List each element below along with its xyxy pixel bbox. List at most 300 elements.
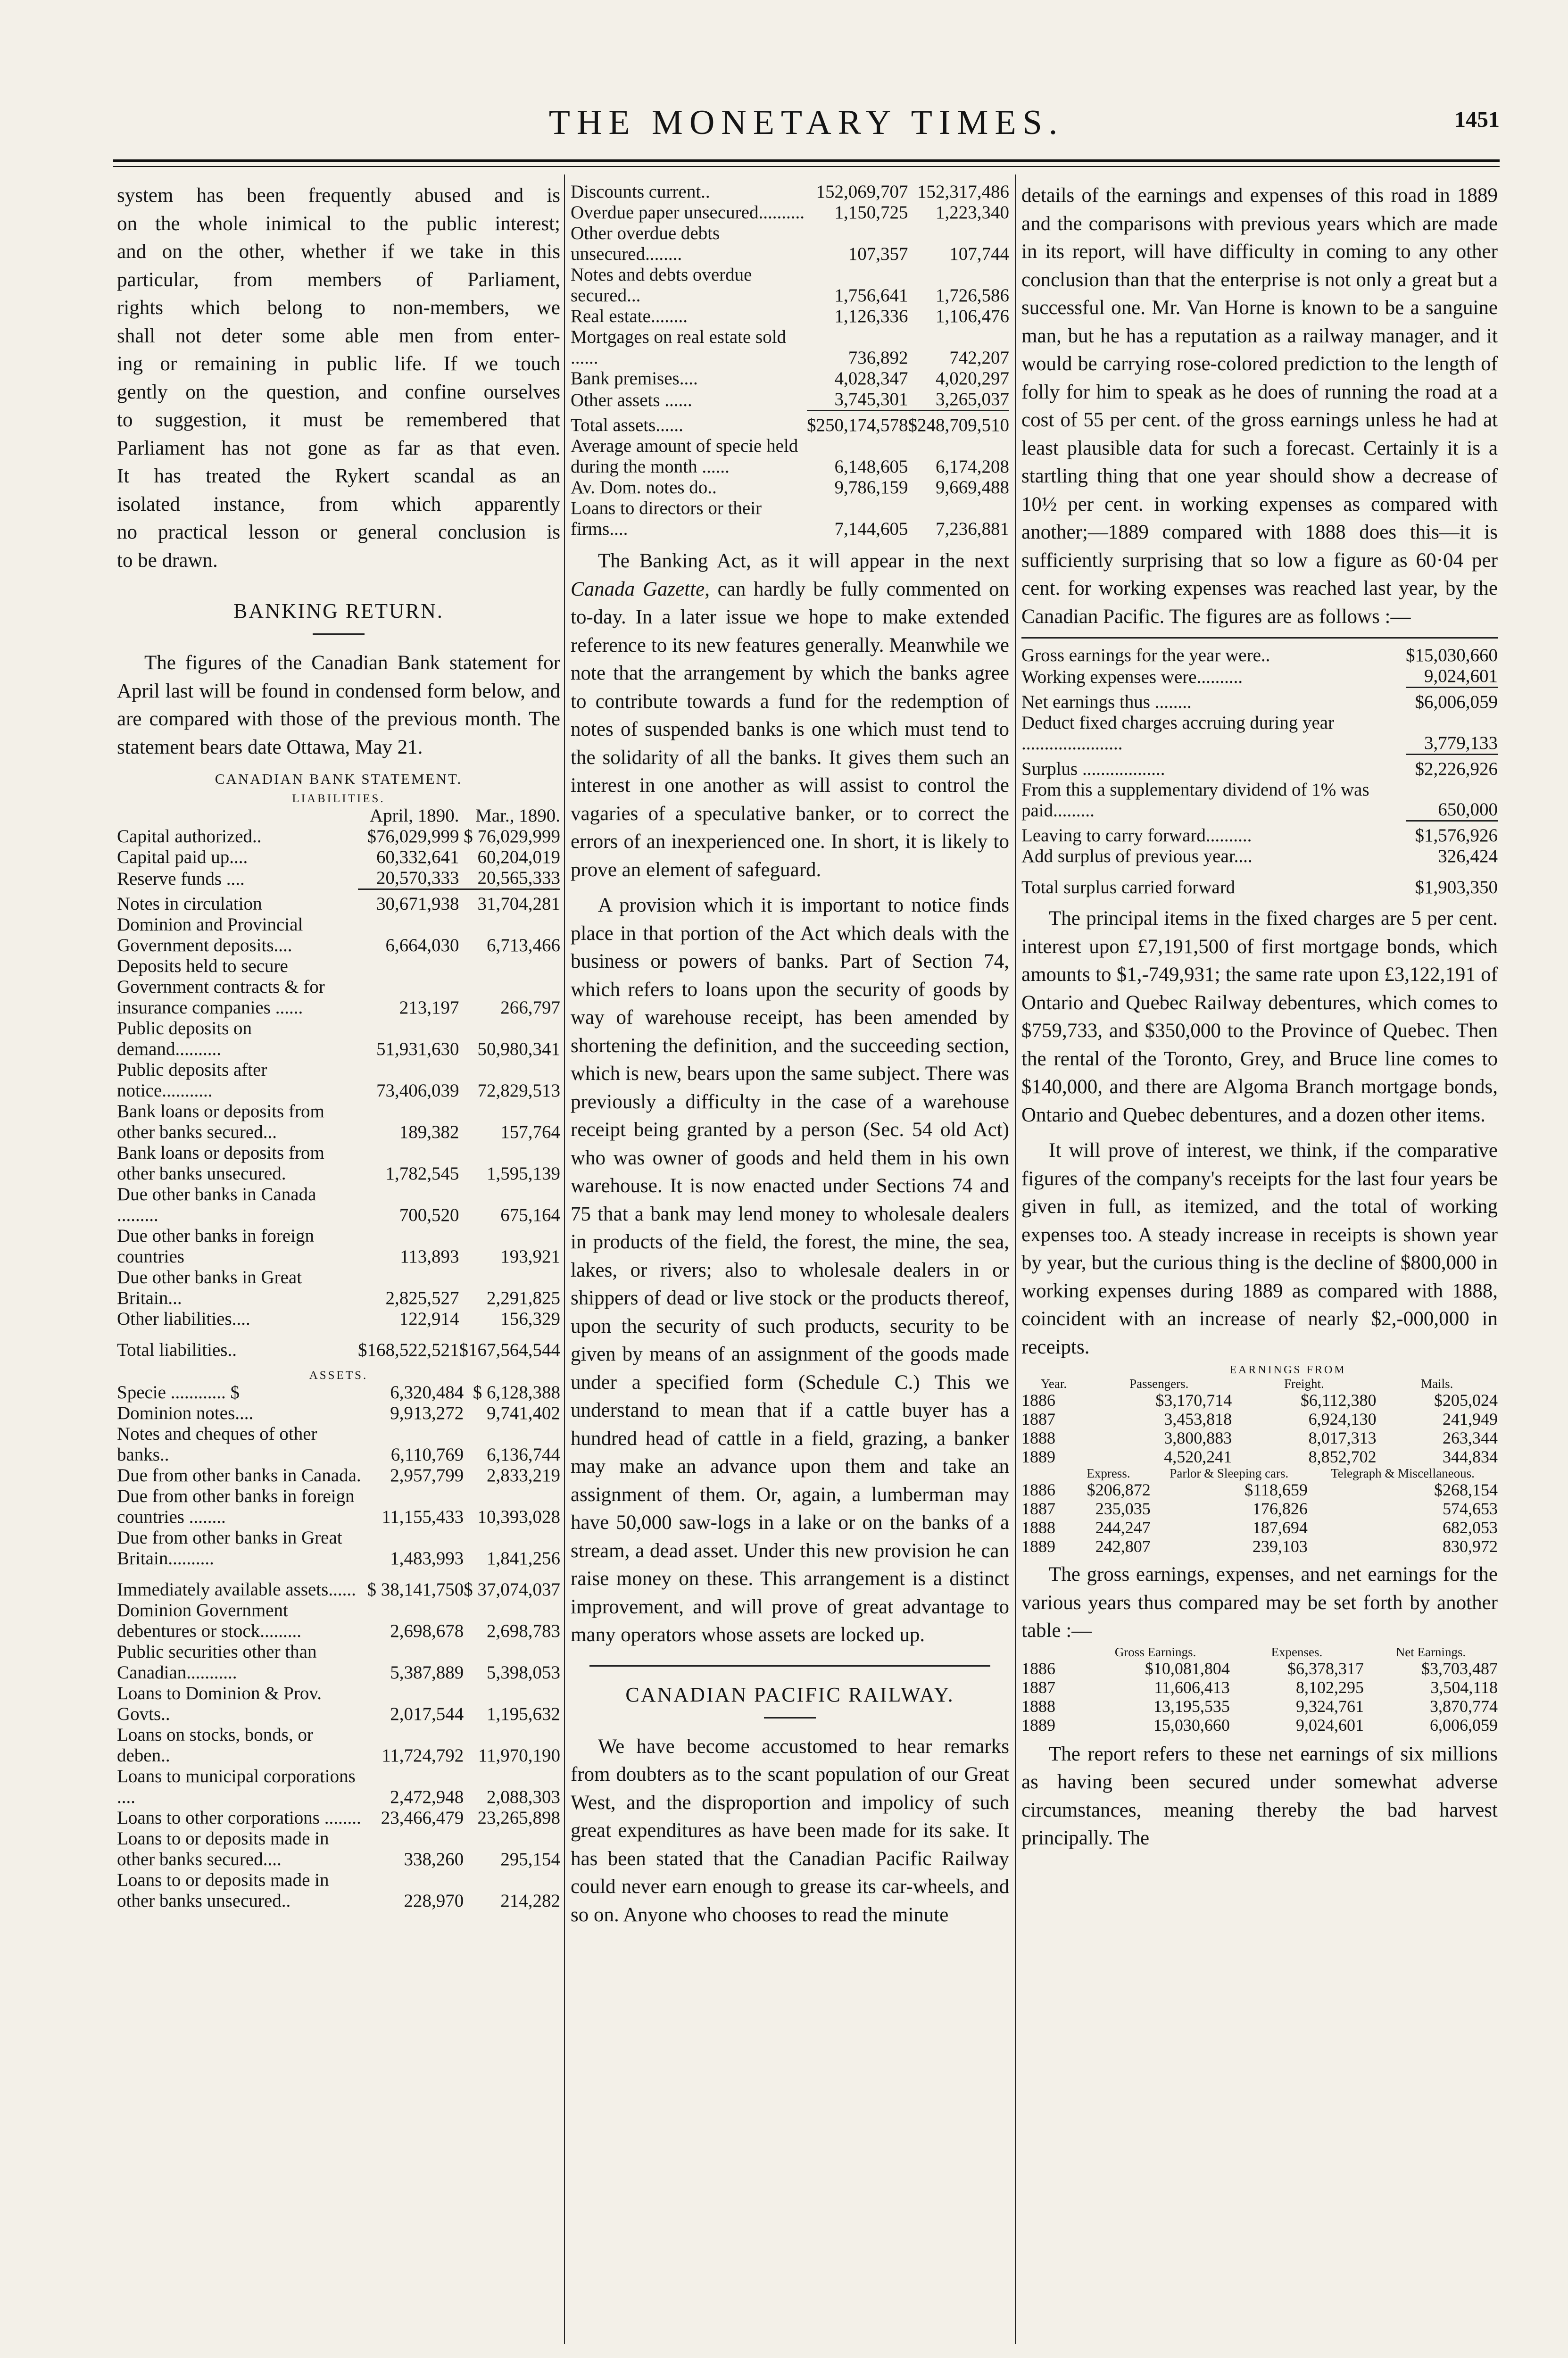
row-label: Overdue paper unsecured.......... [571,202,805,223]
row-label: Loans to municipal corporations .... [117,1766,356,1807]
april-value: 73,406,039 [376,1080,459,1101]
heading-rule [313,633,365,635]
asset-row [117,1766,560,1808]
row-label: Immediately available assets...... [117,1579,356,1600]
march-value: $ 37,074,037 [464,1579,560,1600]
march-value: 1,223,340 [936,202,1009,223]
asset-row [117,1465,560,1486]
earnings-header-row [1021,1377,1498,1391]
april-header: April, 1890. [369,805,459,826]
april-value: $76,029,999 [367,826,459,847]
cell: 830,972 [1443,1537,1498,1556]
cell: 574,653 [1443,1499,1498,1518]
statement-title: CANADIAN BANK STATEMENT. [215,771,463,787]
row-label: Dominion notes.... [117,1403,254,1423]
cell: $268,154 [1434,1480,1498,1499]
liability-row [117,914,560,956]
column-header: Express. [1087,1466,1130,1480]
april-value: 152,069,707 [816,182,908,202]
march-value: 675,164 [500,1205,560,1225]
row-label: Reserve funds .... [117,868,245,889]
section-rule [589,1665,990,1667]
summary-row [1021,713,1498,754]
earnings-caption: EARNINGS FROM [1229,1364,1346,1376]
row-label: Dominion and Provincial Government deposits.... [117,914,303,955]
march-value: 1,595,139 [487,1163,560,1184]
column-header: Mails. [1421,1377,1453,1391]
summary-label: Gross earnings for the year were.. [1021,645,1270,665]
summary-row [1021,867,1498,898]
cell: $10,081,804 [1145,1659,1230,1678]
provision-paragraph: A provision which it is important to notice finds place in that portion of the Act which deals with the business or powers of banks. Part of Section 74, which refers to loans upon the security of goods by way of warehouse receipt, has been amended by shortening the definition, and the succeeding section, which is new, bears upon the same subject. There was previously a difficulty in the case of a warehouse receipt being granted by a person (Sec. 54 old Act) who was owner of goods and held them in his own warehouse. It is now enacted under Sections 74 and 75 that a bank may lend money to wholesale dealers in products of the field, the forest, the mine, the sea, lakes, or rivers; also to wholesale dealers in or shippers of dead or live stock or the products thereof, upon the security of such products, security to be given by means of an assignment of the goods made under a specified form (Schedule C.) This we understand to mean that if a cattle buyer has a hundred head of cattle in a field, grazing, a banker may make an advance upon them and take an assignment of them. Or, again, a lumberman may have 50,000 saw-logs in a lake or on the banks of a stream, a dead asset. Under this new provision he can raise money on these. This arrangement is a distinct improvement, and will prove of great advantage to many operators whose assets are locked up. [571,894,1009,1646]
april-value: 30,671,938 [358,889,459,915]
summary-row [1021,666,1498,688]
intro-line: to suggestion, it must be remembered that [117,409,560,431]
cell: 1887 [1021,1499,1055,1518]
cell: 682,053 [1443,1518,1498,1537]
cpr-paragraph: We have become accustomed to hear remarks from doubters as to the scant population of our Great West, and the disproportion and impolicy of such great expenditures as have been made for its sake. It has been stated that the Canadian Pacific Railway could never earn enough to grease its car-wheels, and so on. Anyone who chooses to read the minute [571,1735,1009,1926]
april-value: 189,382 [399,1122,459,1142]
march-value: 7,236,881 [936,519,1009,539]
april-value: 107,357 [848,244,908,264]
assets-title: ASSETS. [309,1369,368,1382]
april-value: 1,126,336 [834,306,908,326]
column-header: Expenses. [1271,1644,1323,1659]
cell: 3,870,774 [1430,1696,1498,1716]
summary-label: Total surplus carried forward [1021,877,1236,897]
earnings-row [1021,1391,1498,1410]
march-value: 5,398,053 [487,1662,560,1683]
assets-table-continued [571,182,1009,540]
column-left [117,182,560,2356]
cell: 1886 [1021,1659,1055,1678]
row-label: Due from other banks in Great Britain.......... [117,1528,342,1569]
april-value: 9,786,159 [834,477,908,498]
march-value: 2,833,219 [487,1465,560,1486]
liability-row [117,1309,560,1329]
march-value: 10,393,028 [477,1507,560,1527]
summary-value: 650,000 [1438,799,1498,820]
summary-value: 3,779,133 [1424,732,1498,753]
row-label: Discounts current.. [571,182,710,202]
cell: 9,324,761 [1295,1696,1364,1716]
intro-line: and on the other, whether if we take in this [117,241,560,263]
march-value: 295,154 [500,1849,560,1869]
summary-label: Working expenses were.......... [1021,666,1243,687]
asset-row [117,1642,560,1683]
cell: 239,103 [1252,1537,1308,1556]
intro-line: particular, from members of Parliament, [117,268,560,291]
asset-row [571,223,1009,265]
row-label: Other liabilities.... [117,1309,250,1329]
row-label: Specie ............ $ [117,1382,240,1403]
cell: 9,024,601 [1295,1715,1364,1735]
intro-line: to be drawn. [117,549,218,572]
april-value: 4,028,347 [834,368,908,389]
asset-row [117,1424,560,1465]
row-label: Loans on stocks, bonds, or deben.. [117,1725,313,1766]
asset-row [571,265,1009,306]
intro-line: ing or remaining in public life. If we touch [117,353,560,375]
march-value: 1,106,476 [936,306,1009,326]
april-value: $ 38,141,750 [367,1579,464,1600]
april-value: 1,150,725 [834,202,908,223]
earnings-row [1021,1447,1498,1466]
intro-line: isolated instance, from which apparently [117,493,560,515]
earnings-header-row [1021,1466,1498,1480]
cell: $6,378,317 [1287,1659,1364,1678]
march-value: 72,829,513 [477,1080,560,1101]
march-value: 2,698,783 [487,1621,560,1641]
intro-line: gently on the question, and confine ourselves [117,381,560,403]
summary-label: From this a supplementary dividend of 1% was paid......... [1021,779,1369,821]
march-value: 9,669,488 [936,477,1009,498]
liability-row [117,1226,560,1267]
cell: 11,606,413 [1154,1677,1230,1697]
net-earnings-row [1021,1659,1498,1678]
earnings-table-1 [1021,1377,1498,1466]
april-value: 20,570,333 [376,868,459,888]
extra-row [571,477,1009,498]
intro-line: on the whole inimical to the public interest; [117,212,560,235]
column-header: Parlor & Sleeping cars. [1170,1466,1289,1480]
summary-value: $6,006,059 [1406,688,1498,713]
row-label: Capital paid up.... [117,847,248,867]
intro-paragraph [117,182,560,574]
net-earnings-row [1021,1716,1498,1735]
april-value: 700,520 [399,1205,459,1225]
intro-line: Parliament has not gone as far as that even. [117,437,560,459]
cell: 3,504,118 [1430,1677,1498,1697]
cell: 1887 [1021,1410,1055,1428]
april-value: 11,724,792 [382,1745,464,1766]
earnings-row [1021,1410,1498,1428]
april-value: 6,110,769 [390,1445,464,1465]
cell: 1888 [1021,1518,1055,1537]
column-middle [571,182,1009,2356]
intro-line: shall not deter some able men from enter- [117,324,560,347]
summary-value: $1,903,350 [1415,877,1498,897]
row-label: Av. Dom. notes do.. [571,477,717,498]
asset-row [571,327,1009,368]
march-value: 6,713,466 [487,935,560,955]
column-header [1021,1466,1066,1480]
asset-row [571,202,1009,223]
cell: 8,102,295 [1295,1677,1364,1697]
heading-rule [764,1717,816,1719]
march-value: 6,136,744 [487,1445,560,1465]
cell: 3,800,883 [1164,1428,1232,1447]
asset-row [117,1569,560,1600]
liability-row [117,847,560,868]
cell: 1886 [1021,1391,1055,1410]
april-value: 9,913,272 [390,1403,464,1423]
liability-row [117,889,560,915]
liability-row [117,826,560,847]
row-label: Average amount of specie held during the month ...... [571,436,798,477]
april-value: 1,483,993 [390,1548,464,1569]
march-value: 152,317,486 [917,182,1009,202]
row-label: Bank premises.... [571,368,698,389]
march-value: 60,204,019 [477,847,560,867]
march-value: 2,088,303 [487,1787,560,1807]
summary-label: Net earnings thus ........ [1021,692,1192,712]
march-value: $ 76,029,999 [464,826,560,847]
row-label: Loans to other corporations ........ [117,1808,361,1828]
liability-row [117,1060,560,1101]
april-value: 11,155,433 [382,1507,464,1527]
asset-row [571,182,1009,202]
asset-row [117,1528,560,1569]
april-value: 7,144,605 [834,519,908,539]
earnings-row [1021,1480,1498,1499]
april-value: 2,017,544 [390,1704,464,1724]
net-earnings-row [1021,1697,1498,1716]
row-label: Bank loans or deposits from other banks secured... [117,1101,324,1142]
cell: 8,852,702 [1308,1447,1377,1466]
march-value: 1,195,632 [487,1704,560,1724]
cell: 6,924,130 [1308,1410,1377,1428]
march-value: 9,741,402 [487,1403,560,1423]
cell: 1886 [1021,1480,1055,1499]
liability-row [117,1143,560,1184]
cell: $118,659 [1244,1480,1308,1499]
cell: 1889 [1021,1447,1055,1466]
march-value: 31,704,281 [459,889,561,915]
cpr-heading: CANADIAN PACIFIC RAILWAY. [625,1683,954,1706]
extra-row [571,498,1009,540]
march-value: $ 6,128,388 [473,1382,560,1403]
cell: 187,694 [1252,1518,1308,1537]
intro-line: rights which belong to non-members, we [117,297,560,319]
march-value: 4,020,297 [936,368,1009,389]
intro-line: It has treated the Rykert scandal as an [117,465,560,487]
march-value: 3,265,037 [936,389,1009,409]
asset-row [117,1403,560,1424]
asset-row [117,1808,560,1828]
asset-row [117,1870,560,1911]
asset-row [117,1382,560,1403]
march-value: 1,841,256 [487,1548,560,1569]
row-label: Public deposits on demand.......... [117,1018,252,1059]
liabilities-table [117,805,560,1361]
march-value: 20,565,333 [477,868,560,888]
banking-return-paragraph: The figures of the Canadian Bank statement for April last will be found in condensed form below, and are compared with those of the previous month. The statement bears date Ottawa, May 21. [117,652,560,758]
row-label: Due other banks in Great Britain... [117,1267,302,1308]
header-rule [113,159,1500,162]
april-value: 228,970 [404,1891,464,1911]
march-header: Mar., 1890. [475,805,560,826]
row-label: Due other banks in Canada ......... [117,1184,316,1225]
cell: $3,703,487 [1421,1659,1498,1678]
page-header [113,103,1500,145]
summary-label: Deduct fixed charges accruing during year ...................... [1021,713,1335,754]
cell: $3,170,714 [1155,1391,1232,1410]
masthead: THE MONETARY TIMES. [548,103,1064,142]
march-value: 742,207 [949,348,1009,368]
earnings-row [1021,1537,1498,1556]
report-paragraph: The report refers to these net earnings of six millions as having been secured under somewhat adverse circumstances, meaning thereby the bad harvest principally. The [1021,1743,1498,1849]
fixed-charges-paragraph: The principal items in the fixed charges are 5 per cent. interest upon £7,191,500 of first mortgage bonds, which amounts to $1,-749,931; the same rate upon £3,122,191 of Ontario and Quebec Railway debentures, which comes to $759,733, and $350,000 to the Province of Quebec. Then the rental of the Toronto, Grey, and Bruce line comes to $140,000, and there are Algoma Branch mortgage bonds, Ontario and Quebec debentures, and a dozen other items. [1021,907,1498,1126]
row-label: Due other banks in foreign countries [117,1226,315,1267]
column-header: Passengers. [1129,1377,1189,1391]
march-value: 193,921 [500,1246,560,1267]
row-label: Notes in circulation [117,894,262,914]
cell: 1888 [1021,1428,1055,1447]
column-right [1021,182,1498,2356]
march-value: 156,329 [500,1309,560,1329]
april-value: 51,931,630 [376,1039,459,1059]
gross-earnings-paragraph: The gross earnings, expenses, and net earnings for the various years thus compared may be set forth by another table :— [1021,1563,1498,1642]
liability-row [117,1018,560,1060]
summary-row [1021,780,1498,821]
summary-row [1021,754,1498,780]
april-value: 213,197 [399,997,459,1018]
liability-row [117,1184,560,1226]
column-headers [117,805,560,826]
summary-value: 9,024,601 [1424,666,1498,686]
asset-row [571,389,1009,411]
cell: $206,872 [1087,1480,1151,1499]
cell: $6,112,380 [1300,1391,1377,1410]
cell: 263,344 [1443,1428,1498,1447]
asset-row [571,368,1009,389]
summary-row [1021,821,1498,847]
earnings-header-row [1021,1645,1498,1659]
cell: 1888 [1021,1696,1055,1716]
april-value: 2,698,678 [390,1621,464,1641]
summary-value: $15,030,660 [1406,645,1498,665]
cell: $205,024 [1434,1391,1498,1410]
earnings-row [1021,1428,1498,1447]
extra-row [571,436,1009,477]
april-value: 113,893 [400,1246,459,1267]
header-rule-thin [113,166,1500,167]
cell: 4,520,241 [1164,1447,1232,1466]
asset-row [117,1486,560,1528]
liability-row [117,868,560,889]
row-label: Loans to or deposits made in other banks unsecured.. [117,1870,329,1911]
summary-label: Leaving to carry forward.......... [1021,825,1252,846]
comparative-paragraph: It will prove of interest, we think, if the comparative figures of the company's receipts for the last four years be given in full, as itemized, and the total of working expenses too. A steady increase in receipts is shown year by year, but the curious thing is the decline of $800,000 in working expenses during 1889 as compared with 1888, coincident with an increase of nearly $2,-000,000 in receipts. [1021,1139,1498,1358]
column-divider-2 [1015,174,1016,2344]
march-value: 266,797 [500,997,560,1018]
asset-row [117,1683,560,1725]
summary-table [1021,645,1498,898]
liability-row [117,956,560,1018]
column-header [1021,1645,1081,1659]
cell: 13,195,535 [1153,1696,1230,1716]
march-value: 157,764 [500,1122,560,1142]
summary-rule [1021,637,1498,639]
column-divider-1 [564,174,565,2344]
cell: 3,453,818 [1164,1410,1232,1428]
cell: 242,807 [1095,1537,1151,1556]
liabilities-title: LIABILITIES. [292,792,385,805]
cpr-details-paragraph: details of the earnings and expenses of this road in 1889 and the comparisons with previous years which are made in its report, will have difficulty in coming to any other conclusion than that the enterprise is not only a great but a successful one. Mr. Van Horne is known to be a sanguine man, but he has a reputation as a railway manager, and it would be carrying rose-colored prediction to the length of folly for him to speak as he does of running the road at a cost of 55 per cent. of the gross earnings unless he had at least plausible data for such a forecast. Certainly it is a startling thing that one year should show a decrease of 10½ per cent. in working expenses as compared with another;—1889 compared with 1888 does this—it is sufficiently surprising that so low a figure as 60·04 per cent. for working expenses was reached last year, by the Canadian Pacific. The figures are as follows :— [1021,184,1498,628]
page-number: 1451 [1454,107,1500,132]
banking-act-paragraph: The Banking Act, as it will appear in the next Canada Gazette, can hardly be fully commented on to-day. In a later issue we hope to make extended reference to its new features generally. Meanwhile we note that the arrangement by which the banks agree to contribute towards a fund for the redemption of notes of suspended banks is one which must tend to the solidarity of all the banks. It gives them such an interest in one another as will assist to control the vagaries of a speculative banker, or to correct the errors of an inexperienced one. In short, it is likely to prove an element of safeguard. [571,550,1009,881]
april-value: 6,664,030 [385,935,459,955]
summary-label: Surplus .................. [1021,758,1165,779]
row-label: Other assets ...... [571,390,692,410]
row-label: Loans to Dominion & Prov. Govts.. [117,1683,322,1724]
summary-value: 326,424 [1438,846,1498,866]
march-value: 1,726,586 [936,285,1009,306]
april-value: 6,320,484 [390,1382,464,1403]
liability-row [117,1101,560,1143]
column-header: Telegraph & Miscellaneous. [1331,1466,1475,1480]
earnings-row [1021,1518,1498,1537]
april-value: 338,260 [404,1849,464,1869]
row-label: Deposits held to secure Government contracts & for insurance companies ...... [117,956,325,1018]
asset-row [117,1828,560,1870]
total-assets-row: Total assets...... $250,174,578 $248,709,510 [571,411,1009,436]
april-value: 1,782,545 [385,1163,459,1184]
march-value: 11,970,190 [478,1745,560,1766]
cell: 241,949 [1443,1410,1498,1428]
banking-return-heading: BANKING RETURN. [233,599,444,623]
april-value: 1,756,641 [834,285,908,306]
summary-value: $2,226,926 [1406,754,1498,780]
april-value: 736,892 [848,348,908,368]
cell: 15,030,660 [1153,1715,1230,1735]
cell: 8,017,313 [1308,1428,1377,1447]
row-label: Bank loans or deposits from other banks unsecured. [117,1143,324,1184]
april-value: 2,472,948 [390,1787,464,1807]
row-label: Notes and cheques of other banks.. [117,1424,317,1465]
column-header: Freight. [1284,1377,1324,1391]
april-value: 2,825,527 [385,1288,459,1308]
total-liabilities-row: Total liabilities.. $168,522,521 $167,564,544 [117,1340,560,1360]
march-value: 107,744 [949,244,1009,264]
asset-row [117,1725,560,1766]
row-label: Notes and debts overdue secured... [571,265,752,306]
march-value: 50,980,341 [477,1039,560,1059]
asset-row [571,306,1009,327]
row-label: Mortgages on real estate sold ...... [571,327,787,368]
net-earnings-row [1021,1678,1498,1697]
cell: 235,035 [1095,1499,1151,1518]
row-label: Capital authorized.. [117,826,262,847]
summary-row [1021,688,1498,713]
row-label: Due from other banks in Canada. [117,1465,361,1486]
april-value: 23,466,479 [381,1808,464,1828]
asset-row [117,1600,560,1642]
summary-row [1021,645,1498,666]
column-header: Net Earnings. [1395,1644,1466,1659]
march-value: 23,265,898 [477,1808,560,1828]
intro-line: no practical lesson or general conclusion is [117,521,560,543]
row-label: Dominion Government debentures or stock......... [117,1600,301,1641]
row-label: Public deposits after notice........... [117,1060,267,1101]
april-value: 3,745,301 [834,389,908,409]
row-label: Other overdue debts unsecured........ [571,223,720,264]
cell: 344,834 [1443,1447,1498,1466]
march-value: 2,291,825 [487,1288,560,1308]
liability-row [117,1267,560,1309]
earnings-row [1021,1499,1498,1518]
row-label: Real estate........ [571,306,688,326]
april-value: 5,387,889 [390,1662,464,1683]
intro-line: system has been frequently abused and is [117,184,560,207]
april-value: 2,957,799 [390,1465,464,1486]
summary-value: $1,576,926 [1406,821,1498,847]
earnings-table-2 [1021,1466,1498,1556]
row-label: Due from other banks in foreign countries ........ [117,1486,355,1527]
row-label: Public securities other than Canadian........... [117,1642,317,1683]
cell: 1889 [1021,1537,1055,1556]
